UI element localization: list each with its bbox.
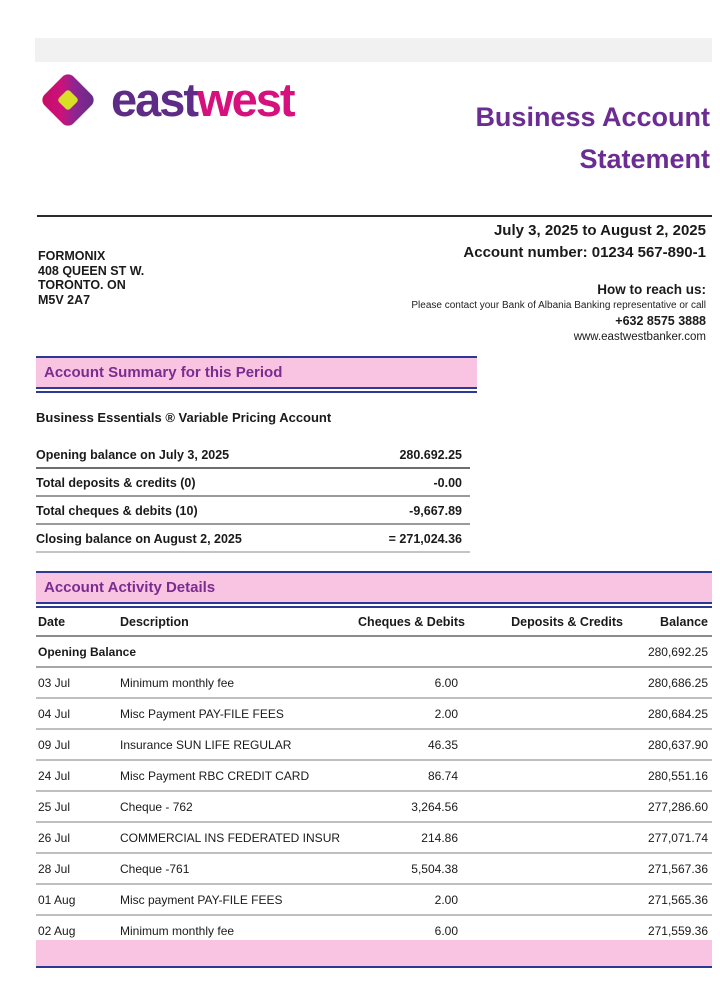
cell-description: Cheque - 762	[120, 800, 193, 814]
summary-header-underline	[36, 391, 477, 393]
table-row	[36, 885, 712, 916]
address-line: FORMONIX	[38, 249, 106, 263]
summary-row-value: 280.692.25	[399, 448, 462, 462]
summary-row-value: -0.00	[433, 476, 462, 490]
contact-instruction: Please contact your Bank of Albania Banking representative or call	[411, 300, 706, 311]
summary-row-value: = 271,024.36	[388, 532, 462, 546]
cell-balance: 277,286.60	[647, 800, 708, 814]
summary-row-label: Opening balance on July 3, 2025	[36, 448, 230, 462]
cell-description: Misc payment PAY-FILE FEES	[120, 893, 283, 907]
account-summary-section	[36, 356, 477, 553]
activity-section-header: Account Activity Details	[36, 571, 712, 604]
opening-balance-label: Opening Balance	[38, 645, 137, 659]
cell-balance: 271,567.36	[647, 862, 708, 876]
column-header-balance: Balance	[660, 615, 708, 629]
wordmark-east: east	[111, 73, 198, 126]
cell-description: Insurance SUN LIFE REGULAR	[120, 738, 292, 752]
cell-debit: 214.86	[421, 831, 458, 845]
cell-balance: 280,684.25	[647, 707, 708, 721]
cell-description: Minimum monthly fee	[120, 924, 235, 938]
wordmark-west: west	[197, 73, 294, 126]
contact-title: How to reach us:	[597, 282, 706, 297]
eastwest-logo-icon	[38, 70, 98, 130]
top-gray-bar	[35, 38, 712, 62]
opening-balance-row	[36, 637, 712, 668]
table-row	[36, 792, 712, 823]
cell-debit: 46.35	[427, 738, 458, 752]
table-row	[36, 823, 712, 854]
table-row	[36, 699, 712, 730]
summary-row	[36, 525, 470, 553]
opening-balance-value: 280,692.25	[647, 645, 708, 659]
cell-description: Misc Payment RBC CREDIT CARD	[120, 769, 310, 783]
column-header-credits: Deposits & Credits	[511, 615, 623, 629]
cell-debit: 86.74	[427, 769, 458, 783]
activity-table-header	[36, 608, 712, 637]
summary-row-value: -9,667.89	[409, 504, 462, 518]
contact-block	[411, 282, 706, 343]
table-row	[36, 730, 712, 761]
cell-debit: 6.00	[434, 924, 458, 938]
table-row	[36, 854, 712, 885]
brand-wordmark	[111, 70, 294, 130]
summary-row-label: Closing balance on August 2, 2025	[36, 532, 242, 546]
summary-row-label: Total deposits & credits (0)	[36, 476, 196, 490]
summary-row	[36, 497, 470, 525]
account-activity-section	[36, 571, 712, 947]
cell-debit: 2.00	[434, 893, 458, 907]
cell-balance: 280,637.90	[647, 738, 708, 752]
cell-date: 02 Aug	[38, 924, 76, 938]
cell-date: 26 Jul	[38, 831, 71, 845]
summary-row	[36, 441, 470, 469]
cell-description: Minimum monthly fee	[120, 676, 235, 690]
document-title-line2: Statement	[579, 144, 710, 174]
cell-debit: 2.00	[434, 707, 458, 721]
cell-balance: 271,559.36	[647, 924, 708, 938]
cell-balance: 277,071.74	[647, 831, 708, 845]
address-line: TORONTO. ON	[38, 278, 126, 292]
cell-balance: 280,551.16	[647, 769, 708, 783]
cell-date: 04 Jul	[38, 707, 71, 721]
statement-period: July 3, 2025 to August 2, 2025	[493, 222, 706, 239]
cell-date: 09 Jul	[38, 738, 71, 752]
column-header-debits: Cheques & Debits	[358, 615, 465, 629]
cell-description: Cheque -761	[120, 862, 190, 876]
contact-website: www.eastwestbanker.com	[573, 331, 706, 343]
cell-date: 28 Jul	[38, 862, 71, 876]
cell-description: COMMERCIAL INS FEDERATED INSUR	[120, 831, 341, 845]
address-line: M5V 2A7	[38, 292, 91, 307]
column-header-description: Description	[120, 615, 189, 629]
cell-date: 25 Jul	[38, 800, 71, 814]
account-number: Account number: 01234 567-890-1	[463, 244, 706, 261]
contact-phone: +632 8575 3888	[615, 314, 706, 328]
column-header-date: Date	[38, 615, 66, 629]
cell-description: Misc Payment PAY-FILE FEES	[120, 707, 284, 721]
table-row	[36, 668, 712, 699]
cell-balance: 271,565.36	[647, 893, 708, 907]
address-line: 408 QUEEN ST W.	[38, 263, 145, 278]
document-title-line1: Business Account	[475, 102, 710, 132]
header-divider	[37, 215, 712, 217]
summary-section-header: Account Summary for this Period	[36, 356, 477, 389]
account-type-label: Business Essentials ® Variable Pricing Account	[36, 410, 332, 425]
footer-pink-bar	[36, 940, 712, 968]
cell-date: 24 Jul	[38, 769, 71, 783]
cell-debit: 6.00	[434, 676, 458, 690]
cell-date: 01 Aug	[38, 893, 76, 907]
summary-table	[36, 441, 470, 553]
cell-date: 03 Jul	[38, 676, 71, 690]
cell-debit: 5,504.38	[411, 862, 458, 876]
summary-row	[36, 469, 470, 497]
summary-row-label: Total cheques & debits (10)	[36, 504, 198, 518]
cell-debit: 3,264.56	[411, 800, 458, 814]
cell-balance: 280,686.25	[647, 676, 708, 690]
customer-address	[38, 249, 144, 307]
table-row	[36, 761, 712, 792]
document-title	[475, 96, 710, 180]
brand-header	[38, 70, 294, 130]
